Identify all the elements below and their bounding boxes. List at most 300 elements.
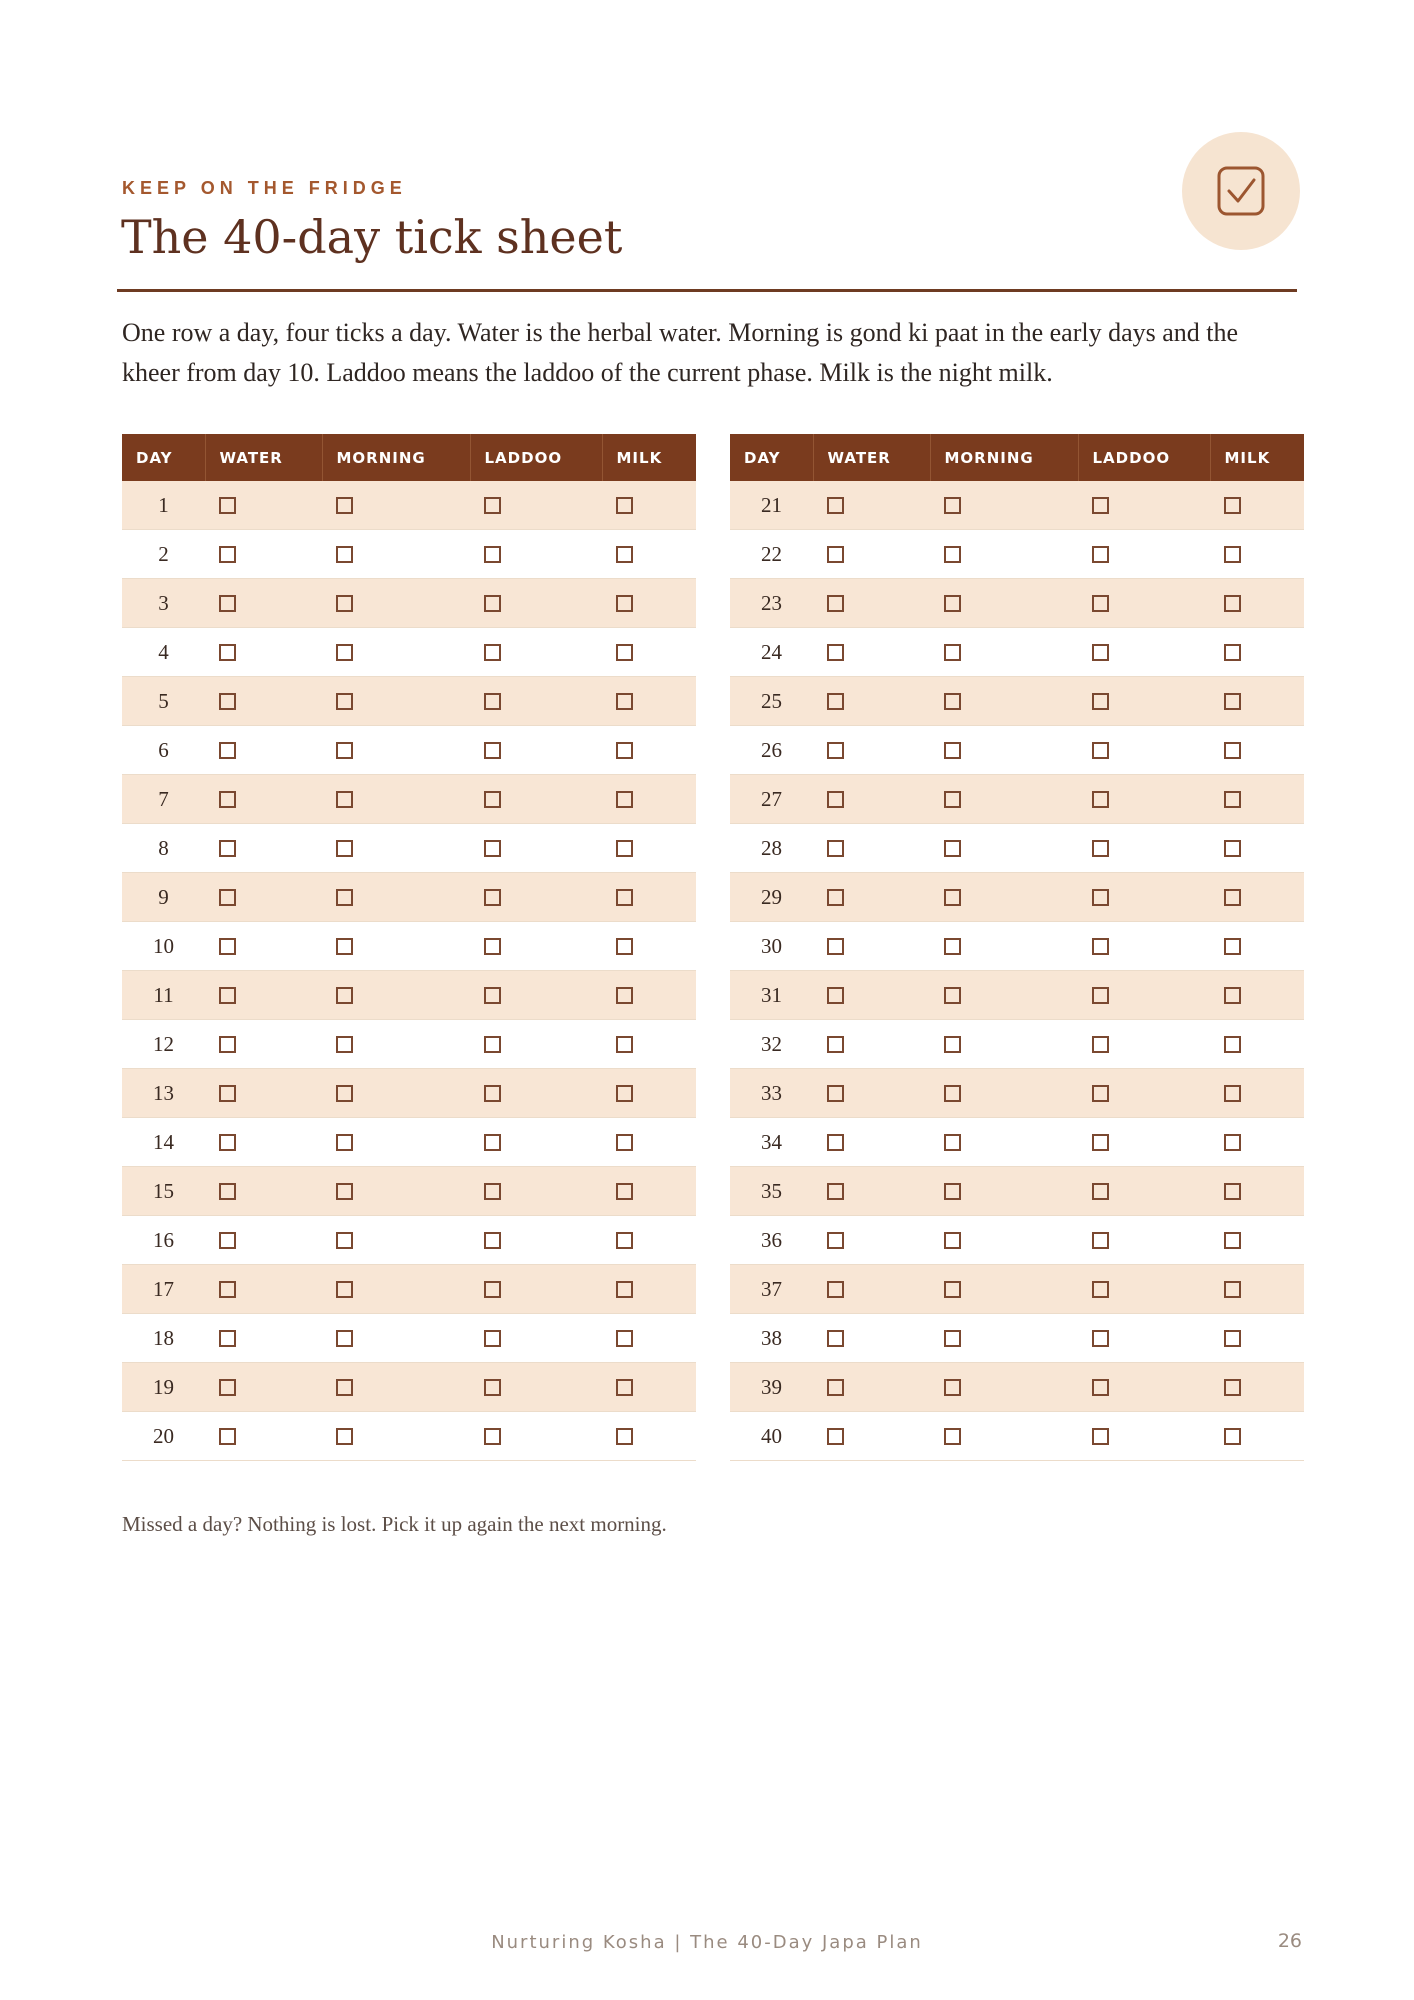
tick-checkbox-laddoo[interactable] xyxy=(484,1085,501,1102)
tick-checkbox-morning[interactable] xyxy=(336,1379,353,1396)
tick-cell-water xyxy=(205,775,322,824)
tick-checkbox-morning[interactable] xyxy=(336,644,353,661)
tick-checkbox-milk[interactable] xyxy=(1224,1281,1241,1298)
tick-cell-laddoo xyxy=(470,1020,602,1069)
footer-text: Nurturing Kosha | The 40-Day Japa Plan xyxy=(491,1932,923,1953)
tick-checkbox-milk[interactable] xyxy=(1224,1379,1241,1396)
day-number: 29 xyxy=(730,873,813,922)
tick-checkbox-laddoo[interactable] xyxy=(1092,1281,1109,1298)
table-row xyxy=(122,579,696,628)
tick-checkbox-water[interactable] xyxy=(219,1232,236,1249)
day-number: 23 xyxy=(730,579,813,628)
tick-cell-milk xyxy=(602,1265,696,1314)
table-row xyxy=(730,873,1304,922)
tick-table-days-21-40 xyxy=(730,434,1304,1461)
tick-checkbox-morning[interactable] xyxy=(336,693,353,710)
tick-checkbox-milk[interactable] xyxy=(1224,889,1241,906)
tick-checkbox-milk[interactable] xyxy=(1224,595,1241,612)
tick-cell-morning xyxy=(322,1363,470,1412)
tick-cell-water xyxy=(813,1314,930,1363)
tick-cell-morning xyxy=(930,481,1078,530)
tick-checkbox-water[interactable] xyxy=(219,1036,236,1053)
tick-checkbox-milk[interactable] xyxy=(1224,742,1241,759)
tick-checkbox-morning[interactable] xyxy=(336,1428,353,1445)
tick-cell-milk xyxy=(602,677,696,726)
tick-cell-morning xyxy=(322,628,470,677)
tick-checkbox-morning[interactable] xyxy=(944,791,961,808)
tick-checkbox-laddoo[interactable] xyxy=(484,693,501,710)
tick-checkbox-water[interactable] xyxy=(827,1183,844,1200)
tick-checkbox-milk[interactable] xyxy=(616,889,633,906)
tick-checkbox-water[interactable] xyxy=(219,1281,236,1298)
tick-checkbox-milk[interactable] xyxy=(1224,840,1241,857)
tick-cell-milk xyxy=(1210,579,1304,628)
tick-checkbox-water[interactable] xyxy=(219,1183,236,1200)
tick-checkbox-milk[interactable] xyxy=(1224,546,1241,563)
tick-checkbox-morning[interactable] xyxy=(944,546,961,563)
tick-checkbox-laddoo[interactable] xyxy=(484,938,501,955)
tick-checkbox-laddoo[interactable] xyxy=(1092,1036,1109,1053)
tick-cell-laddoo xyxy=(1078,873,1210,922)
tick-cell-water xyxy=(813,1412,930,1461)
tick-checkbox-water[interactable] xyxy=(827,1134,844,1151)
tick-cell-milk xyxy=(602,579,696,628)
tick-cell-laddoo xyxy=(470,628,602,677)
tick-checkbox-laddoo[interactable] xyxy=(484,497,501,514)
tick-checkbox-milk[interactable] xyxy=(1224,987,1241,1004)
day-number: 15 xyxy=(122,1167,205,1216)
tick-checkbox-water[interactable] xyxy=(219,1379,236,1396)
tick-checkbox-morning[interactable] xyxy=(944,1085,961,1102)
column-header-water: WATER xyxy=(205,434,322,481)
tick-checkbox-milk[interactable] xyxy=(616,644,633,661)
tick-checkbox-morning[interactable] xyxy=(944,987,961,1004)
column-header-laddoo: LADDOO xyxy=(1078,434,1210,481)
tick-cell-morning xyxy=(930,1314,1078,1363)
tick-cell-water xyxy=(813,677,930,726)
tick-checkbox-milk[interactable] xyxy=(1224,1036,1241,1053)
tick-checkbox-morning[interactable] xyxy=(336,1036,353,1053)
tick-checkbox-laddoo[interactable] xyxy=(1092,1183,1109,1200)
tick-checkbox-milk[interactable] xyxy=(616,1036,633,1053)
tick-checkbox-water[interactable] xyxy=(827,889,844,906)
table-row xyxy=(730,726,1304,775)
table-row xyxy=(122,628,696,677)
tick-checkbox-morning[interactable] xyxy=(336,1085,353,1102)
tick-cell-morning xyxy=(322,1069,470,1118)
tick-checkbox-morning[interactable] xyxy=(944,1134,961,1151)
table-row xyxy=(730,579,1304,628)
day-number: 26 xyxy=(730,726,813,775)
tick-checkbox-milk[interactable] xyxy=(616,1281,633,1298)
tick-checkbox-water[interactable] xyxy=(827,840,844,857)
tick-checkbox-laddoo[interactable] xyxy=(1092,1085,1109,1102)
day-number: 21 xyxy=(730,481,813,530)
tick-checkbox-morning[interactable] xyxy=(944,1379,961,1396)
tick-cell-water xyxy=(205,971,322,1020)
tick-checkbox-water[interactable] xyxy=(219,595,236,612)
tick-checkbox-morning[interactable] xyxy=(336,840,353,857)
tick-cell-laddoo xyxy=(470,1314,602,1363)
tick-cell-milk xyxy=(1210,1314,1304,1363)
tick-checkbox-morning[interactable] xyxy=(336,791,353,808)
tick-checkbox-milk[interactable] xyxy=(616,742,633,759)
tick-checkbox-milk[interactable] xyxy=(1224,1183,1241,1200)
tick-cell-milk xyxy=(1210,971,1304,1020)
tick-checkbox-milk[interactable] xyxy=(616,595,633,612)
tick-cell-laddoo xyxy=(470,1216,602,1265)
tick-checkbox-morning[interactable] xyxy=(336,938,353,955)
tick-checkbox-water[interactable] xyxy=(219,938,236,955)
tick-checkbox-laddoo[interactable] xyxy=(484,1232,501,1249)
tick-checkbox-morning[interactable] xyxy=(944,595,961,612)
tick-cell-water xyxy=(813,922,930,971)
tick-checkbox-water[interactable] xyxy=(827,791,844,808)
tick-checkbox-morning[interactable] xyxy=(944,1183,961,1200)
tick-checkbox-morning[interactable] xyxy=(944,938,961,955)
tick-checkbox-water[interactable] xyxy=(827,938,844,955)
tick-cell-morning xyxy=(322,971,470,1020)
tick-checkbox-laddoo[interactable] xyxy=(484,1281,501,1298)
table-header-row xyxy=(730,434,1304,481)
table-row xyxy=(122,1265,696,1314)
tick-checkbox-laddoo[interactable] xyxy=(1092,987,1109,1004)
table-body xyxy=(122,481,696,1461)
tick-checkbox-morning[interactable] xyxy=(944,693,961,710)
tick-cell-milk xyxy=(602,1069,696,1118)
tick-cell-water xyxy=(205,1216,322,1265)
tick-checkbox-water[interactable] xyxy=(827,742,844,759)
tick-checkbox-morning[interactable] xyxy=(944,1281,961,1298)
tick-cell-laddoo xyxy=(470,481,602,530)
tick-cell-water xyxy=(813,1118,930,1167)
tick-cell-water xyxy=(813,873,930,922)
tick-checkbox-water[interactable] xyxy=(219,644,236,661)
tick-checkbox-laddoo[interactable] xyxy=(1092,1134,1109,1151)
tick-cell-milk xyxy=(1210,824,1304,873)
tick-checkbox-milk[interactable] xyxy=(616,1134,633,1151)
tick-checkbox-laddoo[interactable] xyxy=(1092,1330,1109,1347)
tick-checkbox-water[interactable] xyxy=(219,1330,236,1347)
tick-checkbox-milk[interactable] xyxy=(616,840,633,857)
tick-checkbox-milk[interactable] xyxy=(1224,1085,1241,1102)
page-title: The 40-day tick sheet xyxy=(121,210,623,264)
tick-checkbox-laddoo[interactable] xyxy=(484,1036,501,1053)
day-number: 22 xyxy=(730,530,813,579)
tick-cell-milk xyxy=(602,1216,696,1265)
tick-checkbox-morning[interactable] xyxy=(336,497,353,514)
tick-cell-milk xyxy=(1210,922,1304,971)
tick-cell-laddoo xyxy=(1078,1265,1210,1314)
tick-cell-water xyxy=(813,1216,930,1265)
table-row xyxy=(730,1216,1304,1265)
tick-checkbox-water[interactable] xyxy=(827,1428,844,1445)
tick-cell-morning xyxy=(930,1363,1078,1412)
tick-cell-milk xyxy=(602,824,696,873)
tick-cell-laddoo xyxy=(1078,1412,1210,1461)
tick-cell-milk xyxy=(602,481,696,530)
table-header-row xyxy=(122,434,696,481)
tick-checkbox-milk[interactable] xyxy=(616,1428,633,1445)
tick-checkbox-milk[interactable] xyxy=(616,497,633,514)
tick-checkbox-morning[interactable] xyxy=(944,889,961,906)
day-number: 37 xyxy=(730,1265,813,1314)
tick-checkbox-laddoo[interactable] xyxy=(1092,546,1109,563)
tick-checkbox-water[interactable] xyxy=(827,1330,844,1347)
tick-checkbox-laddoo[interactable] xyxy=(1092,497,1109,514)
tick-checkbox-milk[interactable] xyxy=(1224,791,1241,808)
tick-checkbox-milk[interactable] xyxy=(616,693,633,710)
badge xyxy=(1182,132,1300,250)
tick-cell-milk xyxy=(602,1363,696,1412)
day-number: 25 xyxy=(730,677,813,726)
tick-checkbox-water[interactable] xyxy=(219,791,236,808)
table-row xyxy=(730,481,1304,530)
tick-checkbox-milk[interactable] xyxy=(616,1232,633,1249)
tick-checkbox-morning[interactable] xyxy=(944,1232,961,1249)
tick-checkbox-laddoo[interactable] xyxy=(484,791,501,808)
tick-cell-morning xyxy=(930,971,1078,1020)
tick-cell-morning xyxy=(322,1412,470,1461)
tick-cell-milk xyxy=(602,1118,696,1167)
tick-checkbox-milk[interactable] xyxy=(1224,1428,1241,1445)
day-number: 17 xyxy=(122,1265,205,1314)
tick-cell-laddoo xyxy=(470,1265,602,1314)
day-number: 28 xyxy=(730,824,813,873)
tick-checkbox-milk[interactable] xyxy=(1224,644,1241,661)
tick-cell-milk xyxy=(602,971,696,1020)
tick-checkbox-morning[interactable] xyxy=(944,742,961,759)
tick-checkbox-laddoo[interactable] xyxy=(1092,595,1109,612)
tick-checkbox-laddoo[interactable] xyxy=(484,742,501,759)
tick-checkbox-milk[interactable] xyxy=(616,791,633,808)
tick-checkbox-morning[interactable] xyxy=(944,1428,961,1445)
tick-checkbox-water[interactable] xyxy=(827,987,844,1004)
tick-checkbox-laddoo[interactable] xyxy=(484,1330,501,1347)
tick-checkbox-morning[interactable] xyxy=(336,1134,353,1151)
tick-cell-morning xyxy=(322,579,470,628)
tick-checkbox-milk[interactable] xyxy=(1224,1330,1241,1347)
tick-cell-morning xyxy=(930,530,1078,579)
day-number: 27 xyxy=(730,775,813,824)
tick-checkbox-morning[interactable] xyxy=(944,497,961,514)
tick-checkbox-water[interactable] xyxy=(219,693,236,710)
tick-checkbox-laddoo[interactable] xyxy=(484,1379,501,1396)
tick-checkbox-water[interactable] xyxy=(219,546,236,563)
tick-checkbox-morning[interactable] xyxy=(336,595,353,612)
tick-checkbox-morning[interactable] xyxy=(336,1281,353,1298)
tick-cell-laddoo xyxy=(470,579,602,628)
tick-checkbox-water[interactable] xyxy=(827,546,844,563)
tick-cell-laddoo xyxy=(470,1069,602,1118)
tick-cell-laddoo xyxy=(470,530,602,579)
tick-cell-water xyxy=(813,481,930,530)
checkbox-checked-icon xyxy=(1216,165,1266,217)
tick-cell-morning xyxy=(930,824,1078,873)
tick-checkbox-morning[interactable] xyxy=(336,889,353,906)
tick-cell-laddoo xyxy=(1078,1216,1210,1265)
tick-cell-milk xyxy=(1210,1216,1304,1265)
tick-checkbox-water[interactable] xyxy=(827,497,844,514)
tick-cell-water xyxy=(205,1265,322,1314)
tick-checkbox-water[interactable] xyxy=(219,840,236,857)
tick-cell-milk xyxy=(602,1412,696,1461)
day-number: 4 xyxy=(122,628,205,677)
tick-cell-morning xyxy=(322,824,470,873)
tick-checkbox-laddoo[interactable] xyxy=(484,1428,501,1445)
tick-cell-laddoo xyxy=(470,1167,602,1216)
tick-cell-milk xyxy=(602,1020,696,1069)
tick-checkbox-water[interactable] xyxy=(827,644,844,661)
tick-cell-laddoo xyxy=(1078,481,1210,530)
tick-checkbox-water[interactable] xyxy=(219,1428,236,1445)
tick-cell-laddoo xyxy=(1078,1020,1210,1069)
table-row xyxy=(730,1069,1304,1118)
tick-checkbox-morning[interactable] xyxy=(944,644,961,661)
tick-cell-milk xyxy=(602,775,696,824)
page-number: 26 xyxy=(1277,1930,1302,1952)
tick-checkbox-laddoo[interactable] xyxy=(1092,938,1109,955)
tick-cell-laddoo xyxy=(470,824,602,873)
day-number: 3 xyxy=(122,579,205,628)
tick-checkbox-milk[interactable] xyxy=(1224,938,1241,955)
tick-cell-laddoo xyxy=(470,1118,602,1167)
tick-checkbox-morning[interactable] xyxy=(336,1232,353,1249)
tick-cell-water xyxy=(205,628,322,677)
tick-cell-water xyxy=(205,726,322,775)
tick-checkbox-water[interactable] xyxy=(827,1085,844,1102)
tick-checkbox-water[interactable] xyxy=(219,1134,236,1151)
day-number: 36 xyxy=(730,1216,813,1265)
tick-checkbox-water[interactable] xyxy=(219,497,236,514)
tick-checkbox-water[interactable] xyxy=(219,987,236,1004)
tick-checkbox-laddoo[interactable] xyxy=(484,889,501,906)
tick-checkbox-laddoo[interactable] xyxy=(1092,693,1109,710)
tick-cell-morning xyxy=(322,1265,470,1314)
table-row xyxy=(730,1314,1304,1363)
tick-checkbox-milk[interactable] xyxy=(616,1183,633,1200)
tick-checkbox-laddoo[interactable] xyxy=(1092,1379,1109,1396)
encouragement-note: Missed a day? Nothing is lost. Pick it up again the next morning. xyxy=(122,1512,667,1536)
tick-checkbox-milk[interactable] xyxy=(616,1379,633,1396)
tick-checkbox-morning[interactable] xyxy=(944,840,961,857)
tick-cell-laddoo xyxy=(1078,1314,1210,1363)
table-row xyxy=(730,1265,1304,1314)
tick-checkbox-morning[interactable] xyxy=(336,742,353,759)
day-number: 2 xyxy=(122,530,205,579)
tick-checkbox-laddoo[interactable] xyxy=(484,1183,501,1200)
tick-checkbox-water[interactable] xyxy=(827,1281,844,1298)
section-kicker: KEEP ON THE FRIDGE xyxy=(122,178,407,198)
tick-checkbox-morning[interactable] xyxy=(336,987,353,1004)
tick-checkbox-milk[interactable] xyxy=(1224,1134,1241,1151)
tick-checkbox-laddoo[interactable] xyxy=(484,595,501,612)
column-header-milk: MILK xyxy=(602,434,696,481)
tick-checkbox-laddoo[interactable] xyxy=(1092,644,1109,661)
tick-cell-laddoo xyxy=(1078,628,1210,677)
day-number: 9 xyxy=(122,873,205,922)
tick-checkbox-water[interactable] xyxy=(219,742,236,759)
tick-checkbox-laddoo[interactable] xyxy=(1092,840,1109,857)
tick-cell-morning xyxy=(322,1020,470,1069)
tick-checkbox-milk[interactable] xyxy=(1224,693,1241,710)
tick-checkbox-water[interactable] xyxy=(219,889,236,906)
tick-cell-water xyxy=(205,481,322,530)
tick-cell-milk xyxy=(1210,873,1304,922)
tick-checkbox-laddoo[interactable] xyxy=(484,840,501,857)
tick-cell-morning xyxy=(930,726,1078,775)
tick-checkbox-milk[interactable] xyxy=(616,1330,633,1347)
table-row xyxy=(730,971,1304,1020)
tick-cell-milk xyxy=(1210,481,1304,530)
tick-checkbox-laddoo[interactable] xyxy=(1092,1428,1109,1445)
tick-checkbox-laddoo[interactable] xyxy=(484,987,501,1004)
tick-checkbox-laddoo[interactable] xyxy=(1092,1232,1109,1249)
tick-cell-laddoo xyxy=(1078,677,1210,726)
tick-cell-morning xyxy=(930,1020,1078,1069)
tick-checkbox-milk[interactable] xyxy=(616,1085,633,1102)
tick-cell-milk xyxy=(1210,1069,1304,1118)
tick-checkbox-water[interactable] xyxy=(827,693,844,710)
tick-cell-milk xyxy=(1210,677,1304,726)
tick-checkbox-water[interactable] xyxy=(827,1379,844,1396)
tick-checkbox-laddoo[interactable] xyxy=(1092,742,1109,759)
day-number: 35 xyxy=(730,1167,813,1216)
tick-checkbox-water[interactable] xyxy=(827,1232,844,1249)
tick-cell-water xyxy=(205,1314,322,1363)
day-number: 40 xyxy=(730,1412,813,1461)
tick-checkbox-milk[interactable] xyxy=(616,546,633,563)
tick-cell-morning xyxy=(930,1069,1078,1118)
tick-checkbox-milk[interactable] xyxy=(616,987,633,1004)
tick-checkbox-morning[interactable] xyxy=(336,1330,353,1347)
tick-checkbox-morning[interactable] xyxy=(944,1330,961,1347)
tick-cell-water xyxy=(813,1069,930,1118)
tick-checkbox-laddoo[interactable] xyxy=(1092,889,1109,906)
table-row xyxy=(122,873,696,922)
tick-cell-milk xyxy=(602,922,696,971)
tick-checkbox-morning[interactable] xyxy=(944,1036,961,1053)
tick-checkbox-water[interactable] xyxy=(219,1085,236,1102)
tick-cell-laddoo xyxy=(470,775,602,824)
tick-checkbox-laddoo[interactable] xyxy=(484,546,501,563)
tick-checkbox-milk[interactable] xyxy=(616,938,633,955)
table-row xyxy=(122,677,696,726)
tick-cell-milk xyxy=(1210,775,1304,824)
tick-cell-laddoo xyxy=(1078,1069,1210,1118)
tick-checkbox-milk[interactable] xyxy=(1224,1232,1241,1249)
tick-checkbox-water[interactable] xyxy=(827,1036,844,1053)
tick-checkbox-laddoo[interactable] xyxy=(484,644,501,661)
tick-checkbox-morning[interactable] xyxy=(336,1183,353,1200)
tick-checkbox-laddoo[interactable] xyxy=(484,1134,501,1151)
table-row xyxy=(122,1314,696,1363)
tick-checkbox-morning[interactable] xyxy=(336,546,353,563)
table-row xyxy=(730,1412,1304,1461)
tick-cell-water xyxy=(813,726,930,775)
tick-checkbox-milk[interactable] xyxy=(1224,497,1241,514)
day-number: 33 xyxy=(730,1069,813,1118)
tick-checkbox-water[interactable] xyxy=(827,595,844,612)
tick-cell-water xyxy=(813,579,930,628)
tick-cell-water xyxy=(813,530,930,579)
tick-cell-water xyxy=(813,1265,930,1314)
table-row xyxy=(122,1069,696,1118)
tick-cell-water xyxy=(205,1363,322,1412)
tick-checkbox-laddoo[interactable] xyxy=(1092,791,1109,808)
tick-cell-milk xyxy=(1210,1363,1304,1412)
tick-cell-morning xyxy=(322,1216,470,1265)
